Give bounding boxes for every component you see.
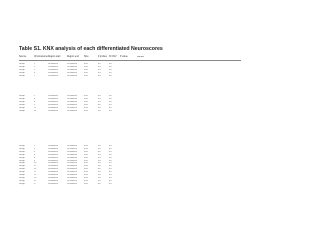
cell-probes: 0.0 [98, 95, 101, 97]
header-cnv: % CNV [109, 56, 117, 58]
table-row [19, 110, 241, 112]
cell-source: Group [19, 165, 25, 168]
cell-region-end: 145000000 [67, 174, 78, 176]
cell-chromosome: 2 [34, 68, 36, 71]
cell-source: Group [19, 109, 25, 112]
cell-chromosome: 8 [34, 159, 36, 162]
cell-probes: 0.0 [98, 109, 101, 112]
cell-region-start: 140000000 [48, 97, 59, 100]
cell-probes: 0.0 [98, 162, 101, 165]
cell-region-end: 145000000 [67, 74, 78, 77]
cell-source: Group [19, 179, 25, 182]
cell-region-start: 140000000 [48, 156, 59, 159]
cell-chromosome: 20 [34, 176, 37, 179]
cell-cnv: 0.0 [109, 71, 112, 74]
cell-region-end: 145000000 [67, 145, 78, 147]
cell-region-start: 140000000 [48, 153, 59, 156]
cell-region-end: 145000000 [67, 171, 78, 174]
cell-source: Group [19, 156, 25, 159]
cell-chromosome: X [34, 182, 36, 185]
cell-region-start: 140000000 [48, 74, 59, 77]
cell-region-end: 145000000 [67, 176, 78, 179]
cell-source: Group [19, 106, 25, 109]
cell-source: Group [19, 103, 25, 106]
cell-region-end: 145000000 [67, 97, 78, 100]
cell-probes: 0.0 [98, 150, 101, 153]
cell-size: 0.00 [84, 65, 88, 68]
cell-region-start: 150000000 [48, 65, 59, 68]
cell-region-end: 145000000 [67, 147, 78, 150]
cell-source: Group [19, 162, 25, 165]
cell-source: Group [19, 150, 25, 153]
cell-cnv: 0.0 [109, 168, 112, 171]
cell-region-end: 145000000 [67, 100, 78, 103]
header-source: Source [19, 56, 27, 58]
cell-size: 0.00 [84, 74, 88, 77]
cell-size: 0.00 [84, 145, 88, 147]
cell-cnv: 0.0 [109, 147, 112, 150]
cell-probes: 0.0 [98, 153, 101, 156]
table-row [19, 75, 241, 77]
cell-chromosome: 2 [34, 95, 36, 97]
cell-probes: 0.0 [98, 65, 101, 68]
cell-probes: 0.0 [98, 68, 101, 71]
cell-probes: 0.0 [98, 106, 101, 109]
table-title: Table S1. KNX analysis of each differentiated Neuroscores [19, 46, 163, 52]
cell-probes: 0.0 [98, 156, 101, 159]
cell-chromosome: 19 [34, 174, 37, 176]
cell-source: Group [19, 65, 25, 68]
cell-source: Group [19, 145, 25, 147]
cell-source: Group [19, 168, 25, 171]
header-size: Size [84, 56, 89, 58]
cell-chromosome: 17 [34, 171, 37, 174]
cell-region-start: 140000000 [48, 171, 59, 174]
cell-region-start: 140000000 [48, 150, 59, 153]
cell-chromosome: 10 [34, 162, 37, 165]
cell-probes: 0.0 [98, 103, 101, 106]
cell-region-end: 145000000 [67, 95, 78, 97]
cell-chromosome: 15 [34, 168, 37, 171]
cell-cnv: 0.0 [109, 65, 112, 68]
cell-cnv: 0.0 [109, 74, 112, 77]
cell-source: Group [19, 174, 25, 176]
cell-cnv: 0.0 [109, 109, 112, 112]
cell-probes: 0.0 [98, 171, 101, 174]
cell-region-end: 145000000 [67, 156, 78, 159]
cell-cnv: 0.0 [109, 159, 112, 162]
cell-region-start: 140000000 [48, 63, 59, 65]
cell-size: 0.00 [84, 109, 88, 112]
cell-probes: 0.0 [98, 147, 101, 150]
cell-source: Group [19, 182, 25, 185]
cell-region-start: 140000000 [48, 182, 59, 185]
cell-cnv: 0.0 [109, 68, 112, 71]
table-row [19, 183, 241, 185]
cell-cnv: 0.0 [109, 63, 112, 65]
cell-size: 0.00 [84, 106, 88, 109]
cell-size: 0.00 [84, 156, 88, 159]
cell-region-end: 145000000 [67, 159, 78, 162]
cell-region-start: 140000000 [48, 106, 59, 109]
cell-region-end: 145000000 [67, 162, 78, 165]
cell-cnv: 0.0 [109, 165, 112, 168]
cell-source: Group [19, 153, 25, 156]
cell-chromosome: 1 [34, 63, 36, 65]
cell-size: 0.00 [84, 95, 88, 97]
cell-source: Group [19, 176, 25, 179]
cell-size: 0.00 [84, 63, 88, 65]
cell-source: Group [19, 68, 25, 71]
cell-size: 0.00 [84, 68, 88, 71]
cell-cnv: 0.0 [109, 156, 112, 159]
cell-region-start: 140000000 [48, 162, 59, 165]
cell-region-end: 145000000 [67, 71, 78, 74]
cell-chromosome: 14 [34, 109, 37, 112]
cell-cnv: 0.0 [109, 100, 112, 103]
cell-probes: 0.0 [98, 165, 101, 168]
cell-region-end: 145000000 [67, 63, 78, 65]
cell-chromosome: 11 [34, 106, 37, 109]
cell-region-end: 155000000 [67, 65, 78, 68]
cell-size: 0.00 [84, 147, 88, 150]
cell-source: Group [19, 100, 25, 103]
cell-cnv: 0.0 [109, 97, 112, 100]
cell-probes: 0.0 [98, 168, 101, 171]
cell-cnv: 0.0 [109, 174, 112, 176]
header-region-start: Region start [48, 56, 61, 58]
header-region-end: Region end [67, 56, 79, 58]
cell-chromosome: 5 [34, 153, 36, 156]
cell-size: 0.00 [84, 176, 88, 179]
cell-chromosome: 1 [34, 65, 36, 68]
cell-cnv: 0.0 [109, 95, 112, 97]
cell-region-start: 140000000 [48, 68, 59, 71]
cell-probes: 0.0 [98, 182, 101, 185]
header-rule [19, 60, 241, 61]
cell-region-end: 145000000 [67, 165, 78, 168]
cell-chromosome: 4 [34, 71, 36, 74]
cell-region-start: 140000000 [48, 109, 59, 112]
cell-size: 0.00 [84, 162, 88, 165]
cell-region-start: 140000000 [48, 147, 59, 150]
cell-probes: 0.0 [98, 71, 101, 74]
cell-region-end: 145000000 [67, 106, 78, 109]
cell-region-end: 145000000 [67, 109, 78, 112]
cell-cnv: 0.0 [109, 171, 112, 174]
cell-cnv: 0.0 [109, 103, 112, 106]
cell-chromosome: 9 [34, 103, 36, 106]
cell-cnv: 0.0 [109, 162, 112, 165]
cell-size: 0.00 [84, 182, 88, 185]
cell-source: Group [19, 159, 25, 162]
cell-region-start: 140000000 [48, 103, 59, 106]
cell-size: 0.00 [84, 179, 88, 182]
cell-chromosome: 1 [34, 145, 36, 147]
cell-chromosome: 22 [34, 179, 37, 182]
cell-probes: 0.0 [98, 176, 101, 179]
cell-size: 0.00 [84, 71, 88, 74]
cell-size: 0.00 [84, 97, 88, 100]
cell-region-end: 145000000 [67, 150, 78, 153]
cell-region-start: 140000000 [48, 179, 59, 182]
cell-source: Group [19, 71, 25, 74]
cell-size: 0.00 [84, 165, 88, 168]
cell-cnv: 0.0 [109, 153, 112, 156]
cell-chromosome: 7 [34, 74, 36, 77]
cell-probes: 0.0 [98, 74, 101, 77]
cell-probes: 0.0 [98, 145, 101, 147]
header-genes: Genes [137, 56, 144, 58]
cell-size: 0.00 [84, 100, 88, 103]
header-probes: # probes [98, 56, 107, 58]
cell-size: 0.00 [84, 153, 88, 156]
cell-cnv: 0.0 [109, 106, 112, 109]
cell-region-end: 145000000 [67, 179, 78, 182]
cell-size: 0.00 [84, 171, 88, 174]
cell-source: Group [19, 95, 25, 97]
cell-source: Group [19, 171, 25, 174]
cell-chromosome: 3 [34, 97, 36, 100]
cell-region-start: 140000000 [48, 176, 59, 179]
cell-region-start: 140000000 [48, 145, 59, 147]
cell-size: 0.00 [84, 150, 88, 153]
cell-probes: 0.0 [98, 97, 101, 100]
cell-cnv: 0.0 [109, 182, 112, 185]
cell-probes: 0.0 [98, 159, 101, 162]
cell-cnv: 0.0 [109, 179, 112, 182]
header-pvalue: P value [120, 56, 128, 58]
cell-source: Group [19, 147, 25, 150]
cell-size: 0.00 [84, 159, 88, 162]
cell-region-end: 145000000 [67, 182, 78, 185]
cell-source: Group [19, 63, 25, 65]
cell-region-end: 145000000 [67, 153, 78, 156]
cell-probes: 0.0 [98, 63, 101, 65]
cell-cnv: 0.0 [109, 150, 112, 153]
cell-chromosome: 6 [34, 100, 36, 103]
cell-source: Group [19, 97, 25, 100]
cell-size: 0.00 [84, 103, 88, 106]
cell-region-start: 140000000 [48, 159, 59, 162]
cell-region-end: 145000000 [67, 168, 78, 171]
cell-size: 0.00 [84, 174, 88, 176]
cell-region-start: 140000000 [48, 100, 59, 103]
cell-region-start: 140000000 [48, 168, 59, 171]
cell-region-start: 140000000 [48, 174, 59, 176]
cell-cnv: 0.0 [109, 145, 112, 147]
cell-region-start: 140000000 [48, 95, 59, 97]
header-chromosome: Chromosome [34, 56, 48, 58]
cell-region-end: 145000000 [67, 103, 78, 106]
cell-chromosome: 3 [34, 150, 36, 153]
cell-source: Group [19, 74, 25, 77]
cell-probes: 0.0 [98, 100, 101, 103]
cell-cnv: 0.0 [109, 176, 112, 179]
cell-chromosome: 12 [34, 165, 37, 168]
cell-chromosome: 6 [34, 156, 36, 159]
cell-region-start: 140000000 [48, 71, 59, 74]
cell-region-end: 145000000 [67, 68, 78, 71]
cell-probes: 0.0 [98, 179, 101, 182]
cell-region-start: 140000000 [48, 165, 59, 168]
cell-chromosome: 2 [34, 147, 36, 150]
cell-probes: 0.0 [98, 174, 101, 176]
cell-size: 0.00 [84, 168, 88, 171]
